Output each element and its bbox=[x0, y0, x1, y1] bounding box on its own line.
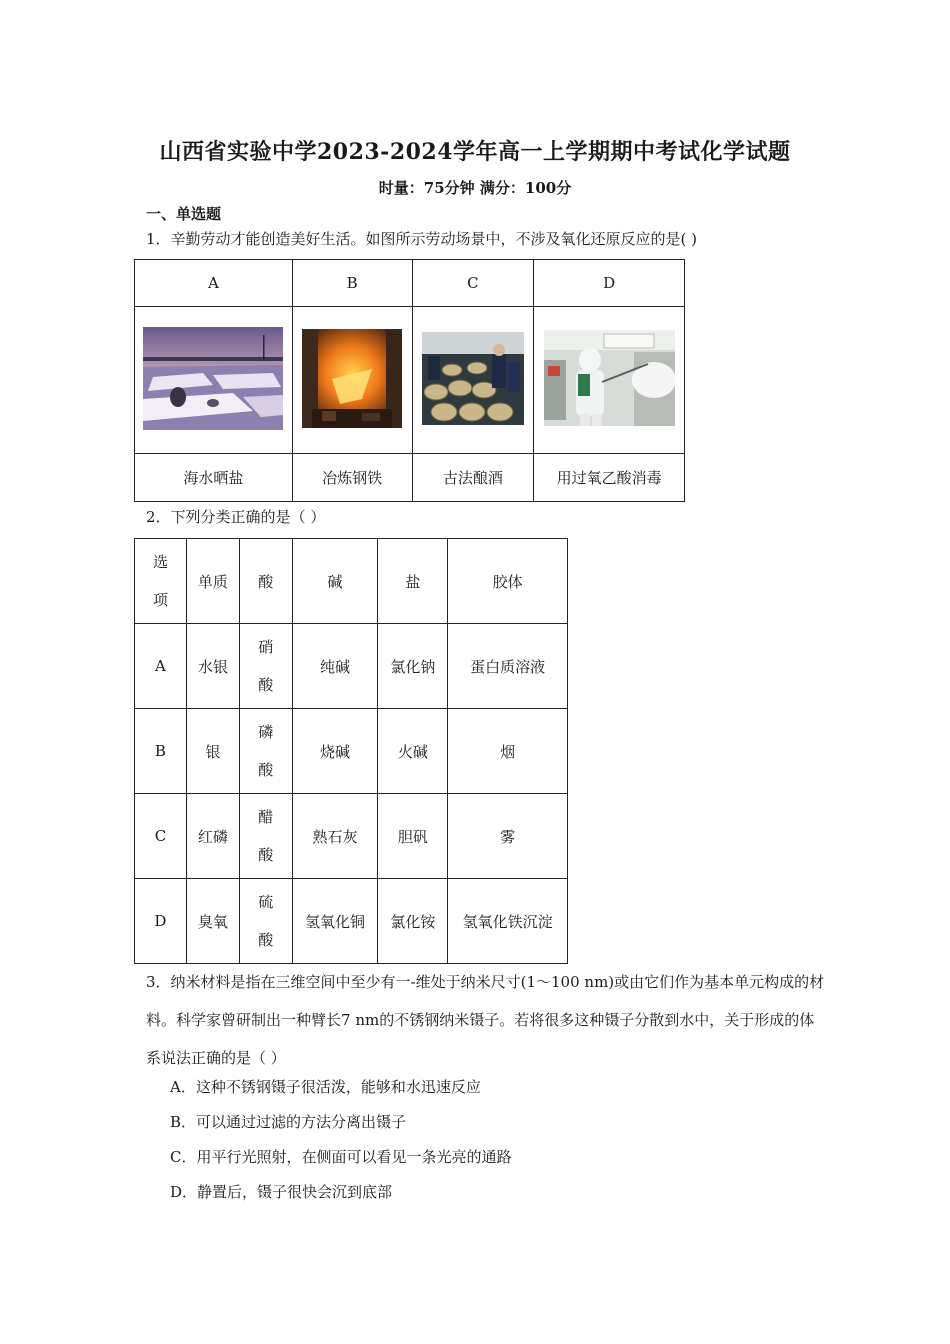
section-heading: 一、单选题 bbox=[146, 205, 222, 223]
q1-caption-a: 海水晒盐 bbox=[135, 454, 293, 502]
cell-element: 臭氧 bbox=[186, 879, 239, 964]
cell-salt: 火碱 bbox=[378, 709, 448, 794]
q1-column-b: B bbox=[292, 260, 412, 307]
table-row bbox=[135, 794, 568, 879]
q1-caption-b: 冶炼钢铁 bbox=[292, 454, 412, 502]
cell-salt: 氯化铵 bbox=[378, 879, 448, 964]
q1-caption-c: 古法酿酒 bbox=[412, 454, 534, 502]
exam-info: 时量：75分钟 满分：100分 bbox=[378, 179, 572, 197]
brewing-wine-photo bbox=[422, 332, 524, 425]
cell-acid-text: 磷酸 bbox=[258, 723, 274, 779]
header-salt: 盐 bbox=[378, 539, 448, 624]
question-3-stem: 3．纳米材料是指在三维空间中至少有一-维处于纳米尺寸(1～100 nm)或由它们作为基本单元构成的材料。科学家曾研制出一种臂长7 nm的不锈钢纳米镊子。若将很多这种镊子分散到水中，关于形成的体系说法正确的是（ ） bbox=[146, 973, 825, 1067]
q3-option-a: A．这种不锈钢镊子很活泼，能够和水迅速反应 bbox=[170, 1078, 481, 1096]
question-1-table bbox=[134, 259, 685, 502]
q3-option-b: B．可以通过过滤的方法分离出镊子 bbox=[170, 1113, 407, 1131]
q1-image-cell-d bbox=[534, 307, 685, 454]
table-row bbox=[135, 709, 568, 794]
q1-column-d: D bbox=[534, 260, 685, 307]
page-title: 山西省实验中学2023-2024学年高一上学期期中考试化学试题 bbox=[159, 139, 791, 165]
cell-option: A bbox=[135, 624, 187, 709]
cell-colloid: 烟 bbox=[448, 709, 568, 794]
q1-caption-d: 用过氧乙酸消毒 bbox=[534, 454, 685, 502]
q1-image-cell-a bbox=[135, 307, 293, 454]
cell-base: 氢氧化铜 bbox=[292, 879, 378, 964]
cell-option: B bbox=[135, 709, 187, 794]
cell-acid-text: 硝酸 bbox=[258, 638, 274, 694]
table-row bbox=[135, 879, 568, 964]
cell-salt: 胆矾 bbox=[378, 794, 448, 879]
cell-option: C bbox=[135, 794, 187, 879]
q1-column-c: C bbox=[412, 260, 534, 307]
q1-image-cell-c bbox=[412, 307, 534, 454]
question-1-stem: 1．辛勤劳动才能创造美好生活。如图所示劳动场景中，不涉及氧化还原反应的是( ) bbox=[146, 230, 698, 248]
cell-acid-text: 醋酸 bbox=[258, 808, 274, 864]
sea-salt-photo bbox=[143, 327, 283, 430]
q3-option-d: D．静置后，镊子很快会沉到底部 bbox=[170, 1183, 393, 1201]
header-element: 单质 bbox=[186, 539, 239, 624]
cell-acid bbox=[239, 879, 292, 964]
q3-option-c: C．用平行光照射，在侧面可以看见一条光亮的通路 bbox=[170, 1148, 512, 1166]
cell-salt: 氯化钠 bbox=[378, 624, 448, 709]
cell-option: D bbox=[135, 879, 187, 964]
cell-acid bbox=[239, 624, 292, 709]
steel-smelting-photo bbox=[302, 329, 402, 428]
cell-base: 烧碱 bbox=[292, 709, 378, 794]
cell-colloid: 蛋白质溶液 bbox=[448, 624, 568, 709]
cell-acid bbox=[239, 709, 292, 794]
header-acid: 酸 bbox=[239, 539, 292, 624]
question-2-table bbox=[134, 538, 568, 964]
table-row bbox=[135, 624, 568, 709]
disinfection-photo bbox=[544, 330, 675, 426]
header-base: 碱 bbox=[292, 539, 378, 624]
cell-base: 纯碱 bbox=[292, 624, 378, 709]
cell-colloid: 氢氧化铁沉淀 bbox=[448, 879, 568, 964]
q1-image-cell-b bbox=[292, 307, 412, 454]
header-colloid: 胶体 bbox=[448, 539, 568, 624]
cell-element: 银 bbox=[186, 709, 239, 794]
cell-element: 红磷 bbox=[186, 794, 239, 879]
cell-base: 熟石灰 bbox=[292, 794, 378, 879]
cell-element: 水银 bbox=[186, 624, 239, 709]
cell-acid-text: 硫酸 bbox=[258, 893, 274, 949]
q1-column-a: A bbox=[135, 260, 293, 307]
table-header-row bbox=[135, 539, 568, 624]
cell-colloid: 雾 bbox=[448, 794, 568, 879]
cell-acid bbox=[239, 794, 292, 879]
header-option bbox=[135, 539, 187, 624]
question-2-stem: 2．下列分类正确的是（ ） bbox=[146, 508, 326, 526]
header-option-text: 选项 bbox=[152, 553, 168, 609]
